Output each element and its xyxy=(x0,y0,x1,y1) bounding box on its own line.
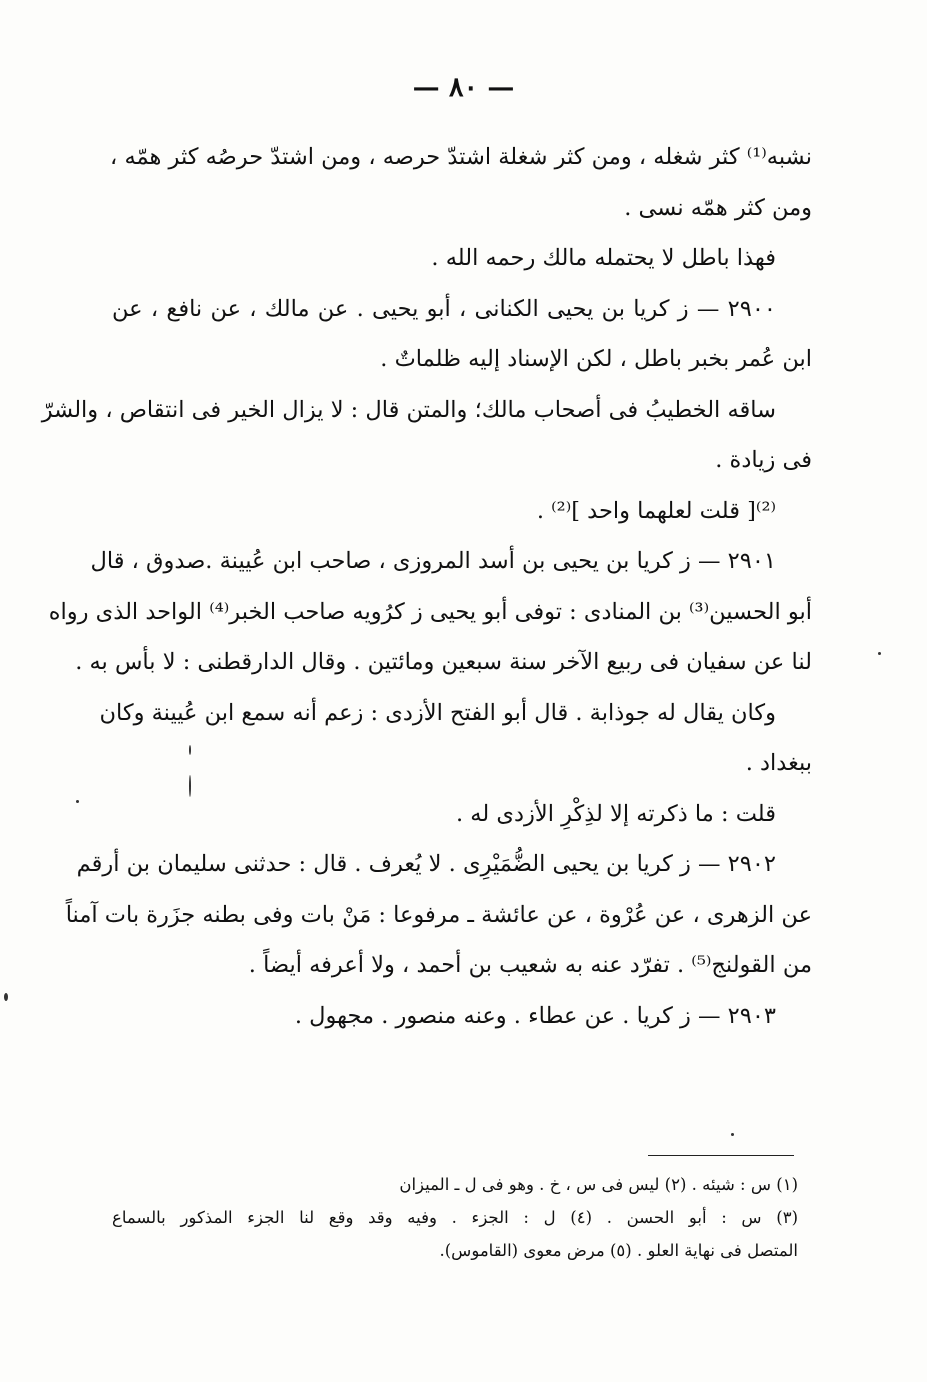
text-line: من القولنج⁽⁵⁾ . تفرّد عنه به شعيب بن أحمد ، ولا أعرفه أيضاً . xyxy=(248,952,812,978)
text-line: ابن عُمر بخبر باطل ، لكن الإسناد إليه ظلماتٌ . xyxy=(380,346,812,372)
scan-speck xyxy=(731,1133,734,1136)
text-line: لنا عن سفيان فى ربيع الآخر سنة سبعين ومائتين . وقال الدارقطنى : لا بأس به . xyxy=(75,649,812,675)
scan-speck xyxy=(189,745,191,755)
entry-2903-line: ٢٩٠٣ — ز كريا . عن عطاء . وعنه منصور . مجهول . xyxy=(294,1002,776,1029)
footnote-line: (٣) س : أبو الحسن . (٤) ل : الجزء . وفيه وقد وقع لنا الجزء المذكور بالسماع xyxy=(112,1208,798,1227)
scan-speck xyxy=(189,775,191,797)
text-line: ⁽²⁾[ قلت لعلهما واحد ]⁽²⁾ . xyxy=(536,497,776,524)
scan-speck xyxy=(878,652,881,655)
entry-2901-line: ٢٩٠١ — ز كريا بن يحيى بن أسد المروزى ، صاحب ابن عُيينة .صدوق ، قال xyxy=(90,548,776,574)
main-text xyxy=(41,132,812,1041)
text-line: عن الزهرى ، عن عُرْوة ، عن عائشة ـ مرفوعا : مَنْ بات وفى بطنه جزَرة بات آمناً xyxy=(65,901,812,928)
entry-2900-line: ٢٩٠٠ — ز كريا بن يحيى الكنانى ، أبو يحيى . عن مالك ، عن نافع ، عن xyxy=(112,295,776,322)
text-line: فى زيادة . xyxy=(715,447,812,473)
text-line: قلت : ما ذكرته إلا لذِكْرِ الأزدى له . xyxy=(456,800,776,827)
entry-2902-line: ٢٩٠٢ — ز كريا بن يحيى الضُّمَيْرِى . لا يُعرف . قال : حدثنى سليمان بن أرقم xyxy=(76,851,776,877)
footnotes xyxy=(112,1168,798,1267)
text-line: وكان يقال له جوذابة . قال أبو الفتح الأزدى : زعم أنه سمع ابن عُيينة وكان xyxy=(99,699,776,726)
scan-speck xyxy=(76,800,79,803)
text-line: فهذا باطل لا يحتمله مالك رحمه الله . xyxy=(431,245,776,271)
text-line: ومن كثر همّه نسى . xyxy=(624,194,812,221)
text-line: ساقه الخطيبُ فى أصحاب مالك؛ والمتن قال : لا يزال الخير فى انتقاص ، والشرّ xyxy=(41,396,776,423)
scan-speck xyxy=(4,993,8,1001)
footnote-line: (١) س : شيئه . (٢) ليس فى س ، خ . وهو فى ل ـ الميزان xyxy=(399,1175,798,1194)
footnote-line: المتصل فى نهاية العلو . (٥) مرض معوى (القاموس). xyxy=(439,1241,798,1260)
text-line: ببغداد . xyxy=(745,750,812,776)
page-number: — ٨٠ — xyxy=(412,72,515,103)
footnote-divider xyxy=(648,1155,794,1156)
text-line: نشبه⁽¹⁾ كثر شغله ، ومن كثر شغلة اشتدّ حرصه ، ومن اشتدّ حرصُه كثر همّه ، xyxy=(110,144,812,170)
text-line: أبو الحسين⁽³⁾ بن المنادى : توفى أبو يحيى ز كرُويه صاحب الخبر⁽⁴⁾ الواحد الذى رواه xyxy=(48,598,812,625)
